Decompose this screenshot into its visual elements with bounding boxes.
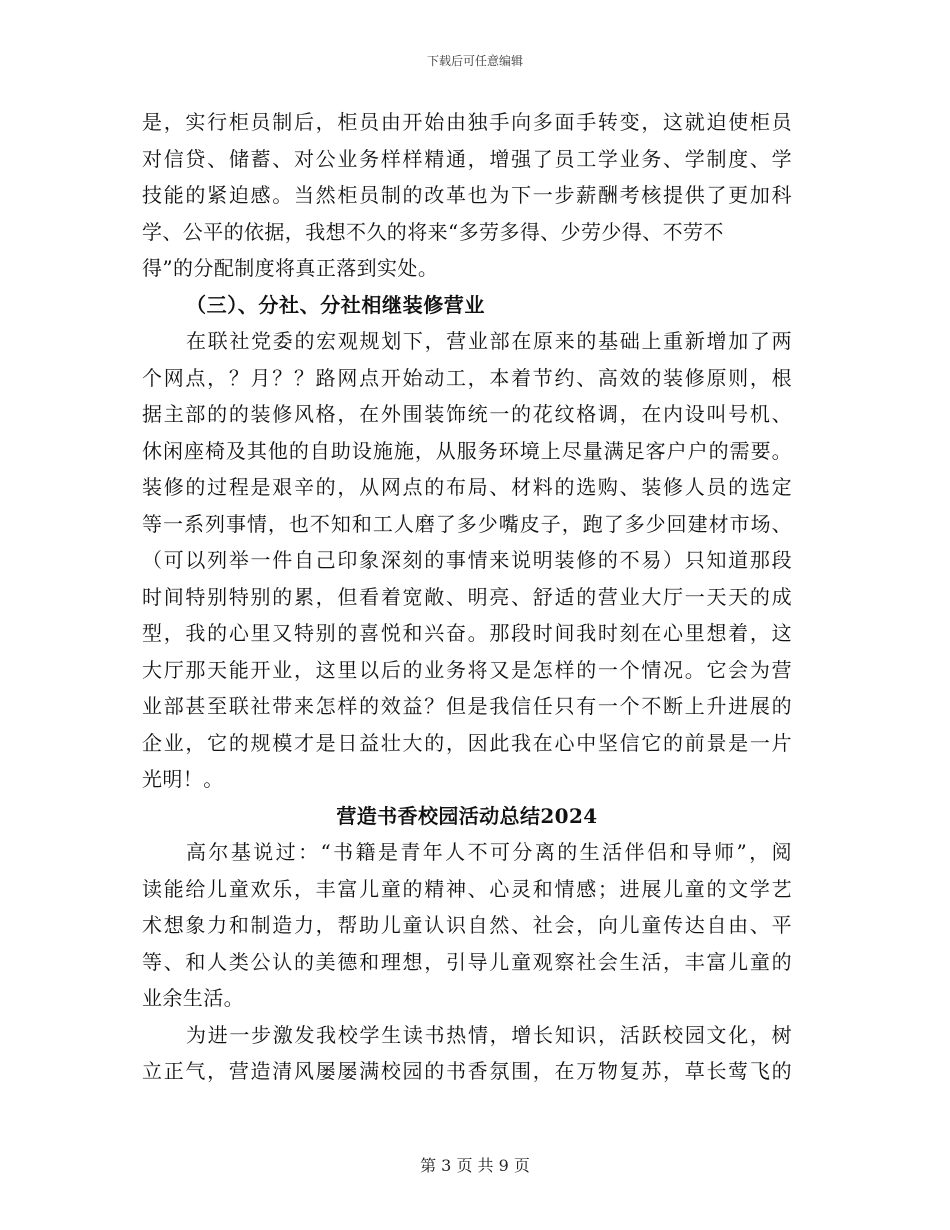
text-line: （可以列举一件自己印象深刻的事情来说明装修的不易）只知道那段 <box>142 548 792 572</box>
header-note: 下载后可任意编辑 <box>426 54 523 68</box>
text-line: 时间特别特别的累，但看着宽敞、明亮、舒适的营业大厅一天天的成 <box>142 584 792 609</box>
text-line: 个网点，？月？？路网点开始动工，本着节约、高效的装修原则，根 <box>142 365 792 390</box>
text-line: 在联社党委的宏观规划下，营业部在原来的基础上重新增加了两 <box>186 329 792 353</box>
text-line: 得”的分配制度将真正落到实处。 <box>142 256 439 280</box>
text-line: 读能给儿童欢乐，丰富儿童的精神、心灵和情感；进展儿童的文学艺 <box>142 876 792 901</box>
text-line: 据主部的的装修风格，在外围装饰统一的花纹格调，在内设叫号机、 <box>142 402 792 426</box>
page-footer: 第 3 页 共 9 页 <box>420 1156 530 1175</box>
text-line: 等一系列事情，也不知和工人磨了多少嘴皮子，跑了多少回建材市场、 <box>142 511 792 536</box>
text-line: 型，我的心里又特别的喜悦和兴奋。那段时间我时刻在心里想着，这 <box>142 621 792 645</box>
text-line: 对信贷、储蓄、对公业务样样精通，增强了员工学业务、学制度、学 <box>142 146 792 171</box>
text-line: 休闲座椅及其他的自助设施施，从服务环境上尽量满足客户户的需要。 <box>142 438 792 463</box>
section-title: 营造书香校园活动总结2024 <box>336 803 598 828</box>
text-line: 业余生活。 <box>142 986 244 1010</box>
text-line: 学、公平的依据，我想不久的将来“多劳多得、少劳少得、不劳不 <box>142 219 724 244</box>
text-line: 装修的过程是艰辛的，从网点的布局、材料的选购、装修人员的选定 <box>142 475 792 499</box>
text-line: 是，实行柜员制后，柜员由开始由独手向多面手转变，这就迫使柜员 <box>142 110 792 134</box>
text-line: 企业，它的规模才是日益壮大的，因此我在心中坚信它的前景是一片 <box>142 730 792 755</box>
text-line: 高尔基说过：“书籍是青年人不可分离的生活伴侣和导师”，阅 <box>186 840 792 864</box>
text-line: 立正气，营造清风屡屡满校园的书香氛围，在万物复苏，草长莺飞的 <box>142 1059 792 1083</box>
section-heading: （三）、分社、分社相继装修营业 <box>186 292 485 317</box>
text-line: 业部甚至联社带来怎样的效益？但是我信任只有一个不断上升进展的 <box>142 694 792 718</box>
document-body <box>142 104 792 1090</box>
text-line: 光明！。 <box>142 767 224 791</box>
text-line: 等、和人类公认的美德和理想，引导儿童观察社会生活，丰富儿童的 <box>142 949 792 974</box>
text-line: 大厅那天能开业，这里以后的业务将又是怎样的一个情况。它会为营 <box>142 657 792 682</box>
text-line: 技能的紧迫感。当然柜员制的改革也为下一步薪酬考核提供了更加科 <box>142 183 792 207</box>
text-line: 术想象力和制造力，帮助儿童认识自然、社会，向儿童传达自由、平 <box>142 913 792 937</box>
text-line: 为进一步激发我校学生读书热情，增长知识，活跃校园文化，树 <box>186 1022 792 1047</box>
